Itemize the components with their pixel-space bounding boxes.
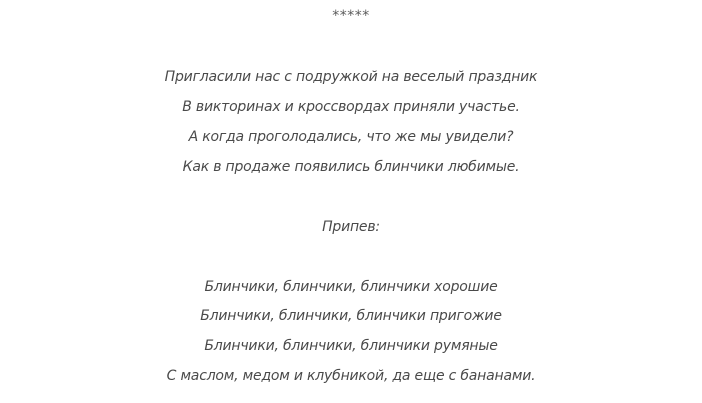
chorus-line-1: Блинчики, блинчики, блинчики хорошие xyxy=(204,279,498,295)
chorus-line-3: Блинчики, блинчики, блинчики румяные xyxy=(204,338,498,354)
verse-line-3: А когда проголодались, что же мы увидели? xyxy=(188,129,514,145)
chorus-label: Припев: xyxy=(322,219,380,235)
verse-line-1: Пригласили нас с подружкой на веселый праздник xyxy=(164,69,538,85)
stanza-separator: ***** xyxy=(332,8,370,24)
verse-line-4: Как в продаже появились блинчики любимые. xyxy=(182,159,520,175)
verse-line-2: В викторинах и кроссвордах приняли участье. xyxy=(182,99,520,115)
chorus-line-4: С маслом, медом и клубникой, да еще с бананами. xyxy=(166,368,536,384)
chorus-line-2: Блинчики, блинчики, блинчики пригожие xyxy=(200,308,502,324)
